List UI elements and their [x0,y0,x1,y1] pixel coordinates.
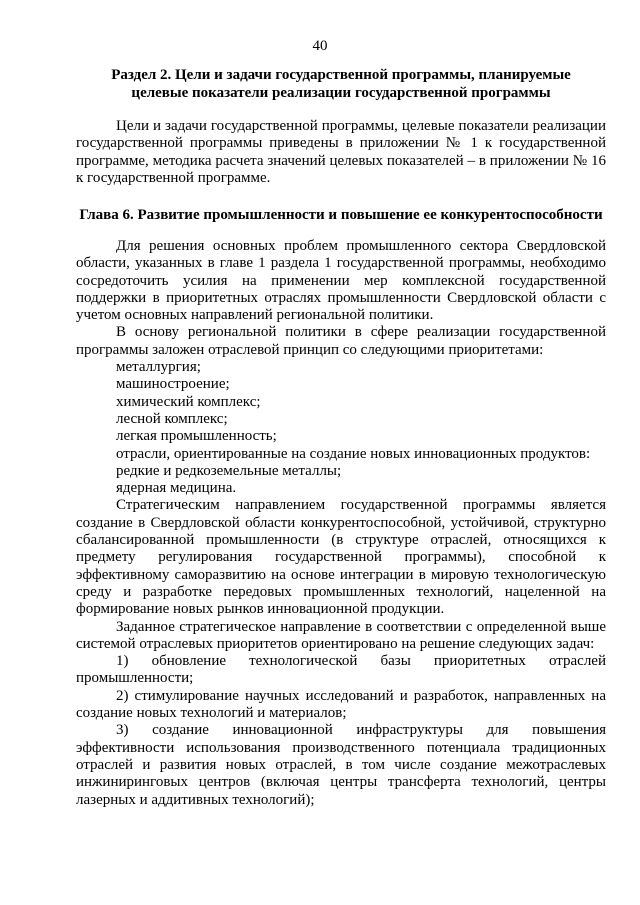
section-paragraph: Цели и задачи государственной программы, целевые показатели реализации государственной программы приведены в приложении № 1 к государственной программе, методика расчета значений целевых показателей – в приложении № 16 к государственной программе. [76,118,606,186]
task-1: 1) обновление технологической базы приоритетных отраслей промышленности; [76,653,606,687]
list-item: химический комплекс; [116,393,261,410]
list-item: отрасли, ориентированные на создание новых инновационных продуктов: [116,445,591,462]
chapter-body [76,238,606,809]
list-item: лесной комплекс; [116,410,228,427]
section-title [76,66,606,102]
chapter-title: Глава 6. Развитие промышленности и повышение ее конкурентоспособности [79,207,603,223]
priority-list [76,359,606,497]
task-3: 3) создание инновационной инфраструктуры для повышения эффективности использования производственного потенциала традиционных отраслей и развития новых отраслей, в том числе создание межотраслевых инжиниринговых центров (включая центры трансферта технологий, центры лазерных и аддитивных технологий); [76,722,606,808]
page-number: 40 [312,38,328,54]
list-item: ядерная медицина. [116,480,237,497]
task-2: 2) стимулирование научных исследований и разработок, направленных на создание новых технологий и материалов; [76,687,606,722]
section-title-line1: Раздел 2. Цели и задачи государственной программы, планируемые [111,67,571,83]
list-item: металлургия; [116,359,201,376]
list-item: редкие и редкоземельные металлы; [116,462,342,479]
list-item: машиностроение; [116,376,230,393]
chapter-paragraph-4: Заданное стратегическое направление в соответствии с определенной выше системой отраслевых приоритетов ориентировано на решение следующих задач: [76,618,606,652]
section-body [76,118,606,187]
list-item: легкая промышленность; [116,428,277,445]
chapter-paragraph-1: Для решения основных проблем промышленного сектора Свердловской области, указанных в главе 1 раздела 1 государственной программы, необходимо сосредоточить усилия на применении мер комплексной государственной поддержки в приоритетных отраслях промышленности Свердловской области с учетом основных направлений региональной политики. [76,238,606,324]
section-title-line2: целевые показатели реализации государственной программы [131,85,551,101]
chapter-paragraph-3: Стратегическим направлением государственной программы является создание в Свердловской области конкурентоспособной, устойчивой, структурно сбалансированной промышленности (в структуре отраслей, относящихся к предмету регулирования государственной программы), способной к эффективному саморазвитию на основе интеграции в мировую технологическую среду и разработке передовых промышленных технологий, нацеленной на формирование новых рынков инновационной продукции. [76,497,606,618]
chapter-paragraph-2: В основу региональной политики в сфере реализации государственной программы заложен отраслевой принцип со следующими приоритетами: [76,324,606,358]
